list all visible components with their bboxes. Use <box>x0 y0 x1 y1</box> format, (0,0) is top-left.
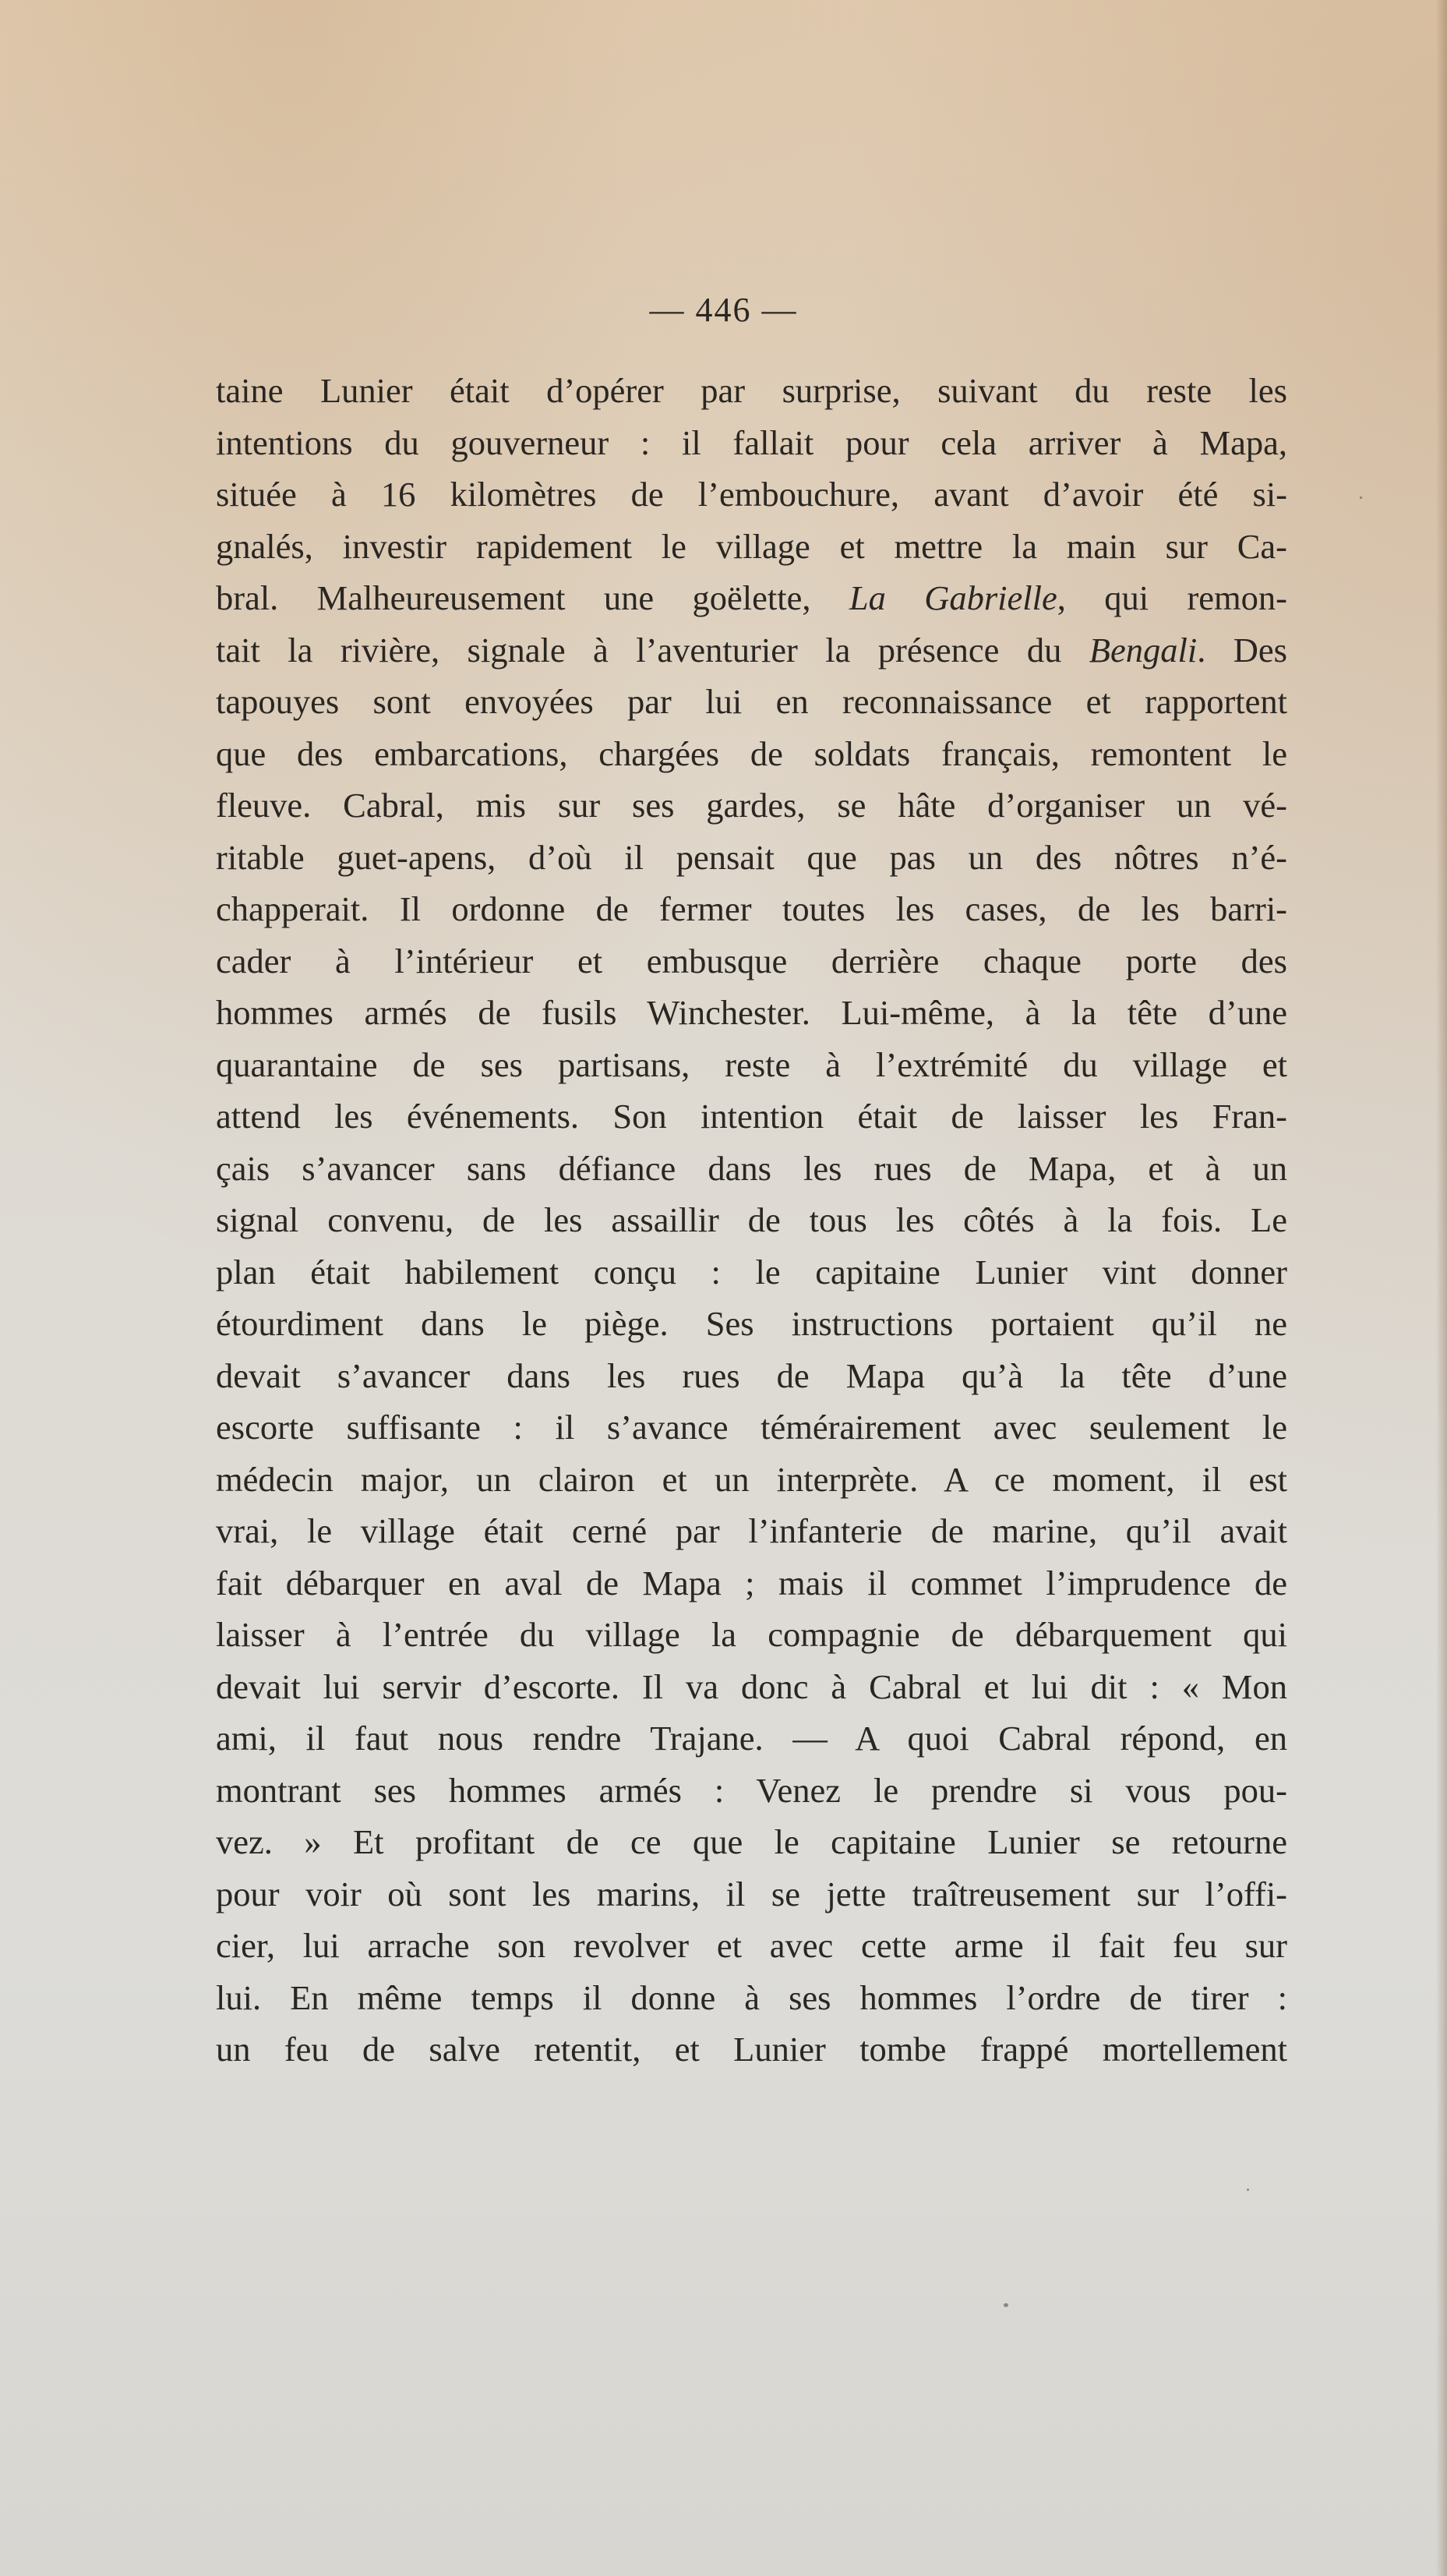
text-line: vrai, le village était cerné par l’infanterie de marine, qu’il avait <box>216 1511 1287 1550</box>
text-line: quarantaine de ses partisans, reste à l’extrémité du village et <box>216 1044 1287 1084</box>
text-line: lui. En même temps il donne à ses hommes l’ordre de tirer : <box>216 1977 1287 2017</box>
text-line: cader à l’intérieur et embusque derrière chaque porte des <box>216 941 1287 981</box>
text-line: fleuve. Cabral, mis sur ses gardes, se hâte d’organiser un vé- <box>216 786 1287 825</box>
text-line: que des embarcations, chargées de soldats français, remontent le <box>216 733 1287 773</box>
text-line: escorte suffisante : il s’avance témérairement avec seulement le <box>216 1408 1287 1447</box>
text-line: chapperait. Il ordonne de fermer toutes les cases, de les barri- <box>216 889 1287 928</box>
text-line: tait la rivière, signale à l’aventurier la présence du Bengali. Des <box>216 630 1287 670</box>
paper-speck <box>1247 2189 1249 2191</box>
text-line: devait s’avancer dans les rues de Mapa qu’à la tête d’une <box>216 1355 1287 1395</box>
text-line: plan était habilement conçu : le capitaine Lunier vint donner <box>216 1252 1287 1292</box>
ship-name-bengali: Bengali <box>1089 630 1198 670</box>
text-line: vez. » Et profitant de ce que le capitaine Lunier se retourne <box>216 1822 1287 1861</box>
page-edge-shadow <box>1436 0 1447 2576</box>
text-line: ritable guet-apens, d’où il pensait que pas un des nôtres n’é- <box>216 837 1287 877</box>
text-line: gnalés, investir rapidement le village et mettre la main sur Ca- <box>216 526 1287 566</box>
text-line: un feu de salve retentit, et Lunier tombe frappé mortellement <box>216 2030 1287 2069</box>
text-line: intentions du gouverneur : il fallait pour cela arriver à Mapa, <box>216 422 1287 462</box>
page-number: — 446 — <box>649 291 798 329</box>
paper-speck <box>1360 496 1362 499</box>
text-line: étourdiment dans le piège. Ses instructions portaient qu’il ne <box>216 1304 1287 1343</box>
text-line: hommes armés de fusils Winchester. Lui-même, à la tête d’une <box>216 993 1287 1032</box>
text-line: cier, lui arrache son revolver et avec cette arme il fait feu sur <box>216 1926 1287 1965</box>
text-line: signal convenu, de les assaillir de tous les côtés à la fois. Le <box>216 1200 1287 1239</box>
text-line: devait lui servir d’escorte. Il va donc à Cabral et lui dit : « Mon <box>216 1666 1287 1706</box>
ship-name-gabrielle: La Gabrielle <box>849 578 1057 617</box>
text-line: attend les événements. Son intention était de laisser les Fran- <box>216 1097 1287 1136</box>
text-line: située à 16 kilomètres de l’embouchure, avant d’avoir été si- <box>216 475 1287 514</box>
text-line: tapouyes sont envoyées par lui en reconnaissance et rapportent <box>216 682 1287 721</box>
paper-speck <box>1004 2303 1008 2307</box>
text-line: médecin major, un clairon et un interprète. A ce moment, il est <box>216 1459 1287 1499</box>
text-line: laisser à l’entrée du village la compagnie de débarquement qui <box>216 1615 1287 1654</box>
text-line: pour voir où sont les marins, il se jette traîtreusement sur l’offi- <box>216 1874 1287 1913</box>
text-line: çais s’avancer sans défiance dans les rues de Mapa, et à un <box>216 1148 1287 1188</box>
body-text <box>216 365 1287 2076</box>
text-line: ami, il faut nous rendre Trajane. — A quoi Cabral répond, en <box>216 1719 1287 1758</box>
text-line: montrant ses hommes armés : Venez le prendre si vous pou- <box>216 1770 1287 1810</box>
text-line: fait débarquer en aval de Mapa ; mais il commet l’imprudence de <box>216 1563 1287 1602</box>
text-line: bral. Malheureusement une goëlette, La Gabrielle, qui remon- <box>216 578 1287 617</box>
text-line: taine Lunier était d’opérer par surprise, suivant du reste les <box>216 371 1287 410</box>
